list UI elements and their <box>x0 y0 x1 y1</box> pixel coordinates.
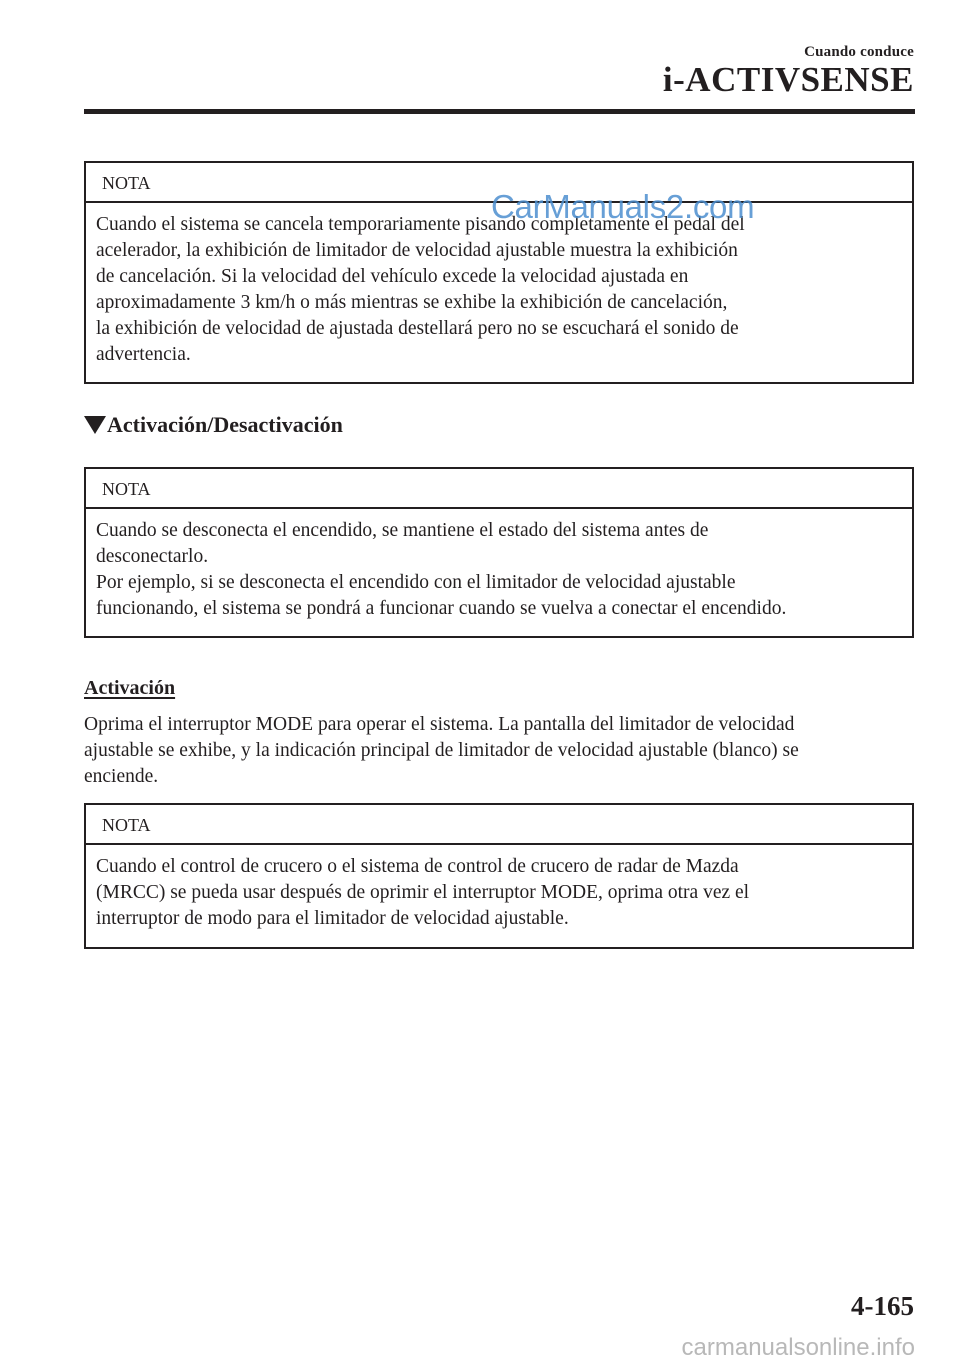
note-line: aproximadamente 3 km/h o más mientras se exhibe la exhibición de cancelación, <box>96 292 728 313</box>
note-line: (MRCC) se pueda usar después de oprimir el interruptor MODE, oprima otra vez el <box>96 882 750 903</box>
note-label: NOTA <box>86 469 912 509</box>
activation-paragraph <box>84 712 920 790</box>
note-line: la exhibición de velocidad de ajustada destellará pero no se escuchará el sonido de <box>96 318 739 339</box>
note-label: NOTA <box>86 805 912 845</box>
note-line: advertencia. <box>96 344 191 365</box>
paragraph-line: ajustable se exhibe, y la indicación principal de limitador de velocidad ajustable (blanco) se <box>84 740 799 761</box>
note-label: NOTA <box>86 163 912 203</box>
note-box-mrcc <box>84 803 914 949</box>
note-line: desconectarlo. <box>96 546 209 567</box>
watermark-bottom: carmanualsonline.info <box>681 1334 915 1361</box>
note-line: Cuando se desconecta el encendido, se mantiene el estado del sistema antes de <box>96 520 709 541</box>
note-line: Cuando el control de crucero o el sistema de control de crucero de radar de Mazda <box>96 856 739 877</box>
triangle-bullet-icon <box>84 416 106 434</box>
note-line: Por ejemplo, si se desconecta el encendido con el limitador de velocidad ajustable <box>96 572 736 593</box>
note-line: Cuando el sistema se cancela temporariamente pisando completamente el pedal del <box>96 214 745 235</box>
header-divider <box>84 109 915 114</box>
activation-heading: Activación <box>84 677 176 699</box>
note-box-ignition <box>84 467 914 638</box>
note-text <box>86 203 912 368</box>
note-line: acelerador, la exhibición de limitador de velocidad ajustable muestra la exhibición <box>96 240 738 261</box>
section-heading <box>84 412 343 438</box>
note-text <box>86 845 912 932</box>
paragraph-line: Oprima el interruptor MODE para operar el sistema. La pantalla del limitador de velocidad <box>84 714 795 735</box>
chapter-title: i-ACTIVSENSE <box>662 60 914 99</box>
chapter-subtitle: Cuando conduce <box>804 44 914 60</box>
note-line: funcionando, el sistema se pondrá a funcionar cuando se vuelva a conectar el encendido. <box>96 598 787 619</box>
note-text <box>86 509 912 622</box>
note-line: interruptor de modo para el limitador de velocidad ajustable. <box>96 908 569 929</box>
watermark-top: CarManuals2.com <box>491 188 755 225</box>
paragraph-line: enciende. <box>84 766 159 787</box>
section-heading-text: Activación/Desactivación <box>107 412 343 437</box>
note-line: de cancelación. Si la velocidad del vehículo excede la velocidad ajustada en <box>96 266 689 287</box>
page-number: 4-165 <box>851 1291 914 1321</box>
